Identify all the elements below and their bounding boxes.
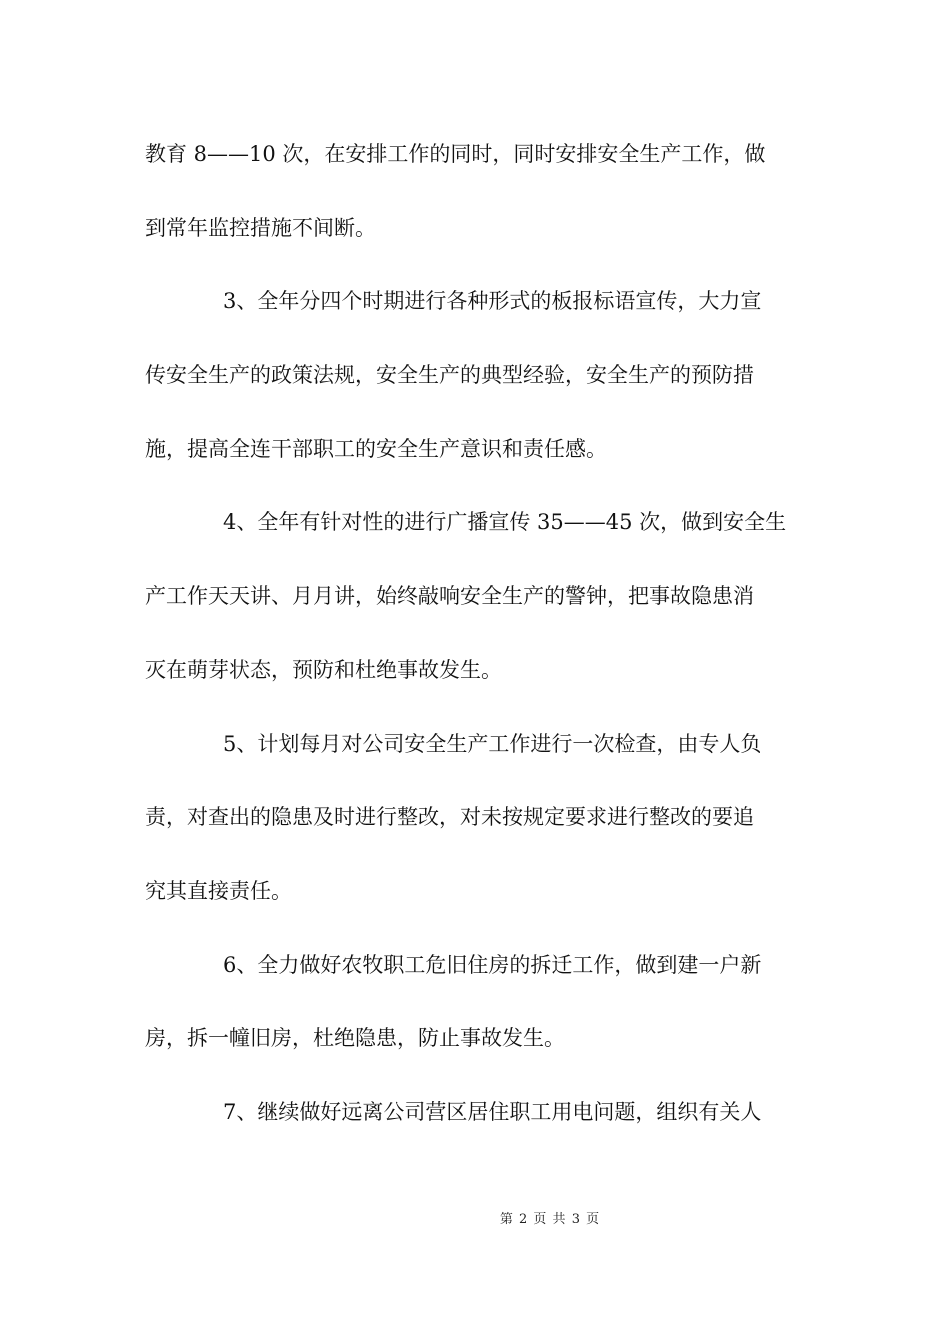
text-line: 到常年监控措施不间断。 bbox=[145, 215, 376, 240]
text-line: 3、全年分四个时期进行各种形式的板报标语宣传，大力宣 bbox=[223, 289, 762, 314]
text-line: 灭在萌芽状态，预防和杜绝事故发生。 bbox=[145, 657, 502, 682]
text-line: 传安全生产的政策法规，安全生产的典型经验，安全生产的预防措 bbox=[145, 363, 754, 388]
text-line: 责，对查出的隐患及时进行整改，对未按规定要求进行整改的要追 bbox=[145, 805, 754, 830]
text-line: 究其直接责任。 bbox=[145, 878, 292, 903]
text-line: 4、全年有针对性的进行广播宣传 35——45 次，做到安全生 bbox=[223, 510, 787, 535]
body-text bbox=[145, 128, 809, 1160]
text-line: 教育 8——10 次，在安排工作的同时，同时安排安全生产工作，做 bbox=[145, 142, 766, 166]
text-line: 施，提高全连干部职工的安全生产意识和责任感。 bbox=[145, 436, 607, 461]
text-line: 7、继续做好远离公司营区居住职工用电问题，组织有关人 bbox=[223, 1099, 762, 1124]
page-number-footer: 第 2 页 共 3 页 bbox=[499, 1212, 601, 1227]
text-line: 6、全力做好农牧职工危旧住房的拆迁工作，做到建一户新 bbox=[223, 952, 762, 977]
text-line: 5、计划每月对公司安全生产工作进行一次检查，由专人负 bbox=[223, 731, 762, 756]
text-line: 产工作天天讲、月月讲，始终敲响安全生产的警钟，把事故隐患消 bbox=[145, 584, 754, 609]
text-line: 房，拆一幢旧房，杜绝隐患，防止事故发生。 bbox=[145, 1026, 565, 1051]
